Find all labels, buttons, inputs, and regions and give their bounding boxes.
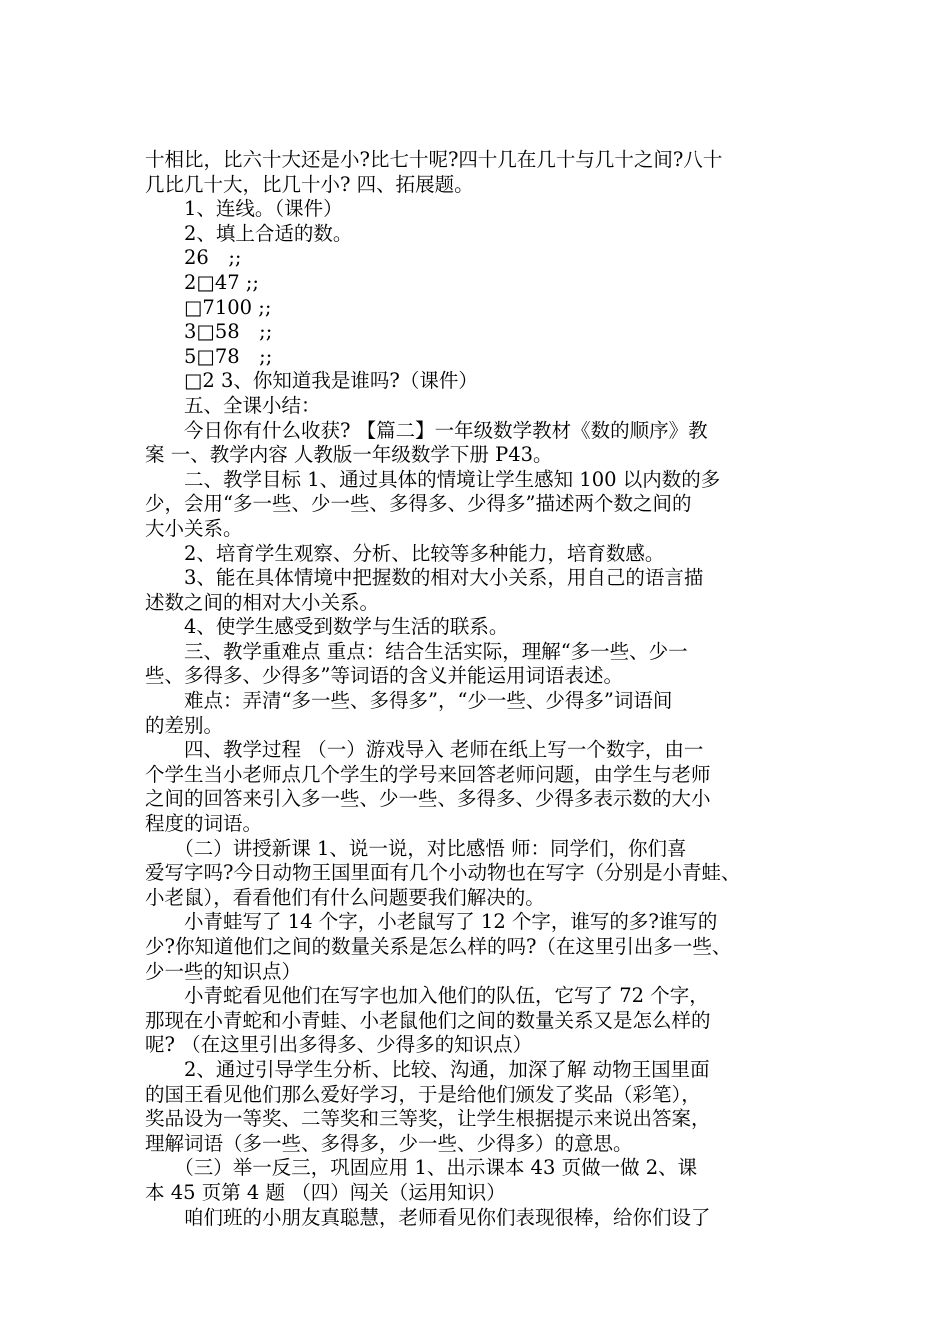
text-line: 小青蛇看见他们在写字也加入他们的队伍，它写了 72 个字， [145,984,709,1008]
text-line: 四、教学过程 （一）游戏导入 老师在纸上写一个数字，由一 [145,738,704,762]
text-line: 今日你有什么收获? 【篇二】一年级数学教材《数的顺序》教 [145,418,708,442]
text-line: 案 一、教学内容 人教版一年级数学下册 P43。 [145,443,553,467]
text-line: 4、使学生感受到数学与生活的联系。 [145,615,509,639]
text-line: □7100 ;; [145,295,272,319]
text-line: 2、通过引导学生分析、比较、沟通，加深了解 动物王国里面 [145,1057,710,1081]
text-line: 理解词语（多一些、多得多，少一些、少得多）的意思。 [145,1131,633,1155]
text-line: 少?你知道他们之间的数量关系是怎么样的吗?（在这里引出多一些、 [145,935,732,958]
text-line: 的国王看见他们那么爱好学习，于是给他们颁发了奖品（彩笔）， [145,1082,701,1106]
text-line: 小老鼠），看看他们有什么问题要我们解决的。 [145,885,545,909]
text-line: 2□47 ;; [145,270,259,294]
text-line: 26 ;; [145,246,242,270]
text-line: 3□58 ;; [145,320,273,344]
text-line: 难点：弄清“多一些、多得多”，“少一些、少得多”词语间 [145,689,673,713]
text-line: 本 45 页第 4 题 （四）闯关（运用知识） [145,1180,506,1204]
text-line: 那现在小青蛇和小青蛙、小老鼠他们之间的数量关系又是怎么样的 [145,1008,711,1032]
text-line: 十相比，比六十大还是小?比七十呢?四十几在几十与几十之间?八十 [145,148,723,171]
text-line: 少一些的知识点） [145,959,302,983]
text-line: 3、能在具体情境中把握数的相对大小关系，用自己的语言描 [145,566,704,590]
text-line: 三、教学重难点 重点：结合生活实际，理解“多一些、少一 [145,639,688,663]
text-line: （三）举一反三，巩固应用 1、出示课本 43 页做一做 2、课 [145,1156,698,1180]
document-page [145,148,813,1230]
text-line: 2、填上合适的数。 [145,221,353,245]
text-line: 1、连线。（课件） [145,197,343,221]
text-line: 五、全课小结： [145,393,321,417]
text-line: （二）讲授新课 1、说一说，对比感悟 师：同学们，你们喜 [145,836,687,860]
text-line: □2 3、你知道我是谁吗?（课件） [145,369,478,393]
text-line: 小青蛙写了 14 个字，小老鼠写了 12 个字，谁写的多?谁写的 [145,910,718,934]
text-line: 奖品设为一等奖、二等奖和三等奖，让学生根据提示来说出答案， [145,1107,711,1131]
text-line: 几比几十大，比几十小? 四、拓展题。 [145,172,474,196]
text-line: 5□78 ;; [145,344,273,368]
text-line: 爱写字吗?今日动物王国里面有几个小动物也在写字（分别是小青蛙、 [145,861,741,885]
text-line: 的差别。 [145,713,224,737]
text-line: 大小关系。 [145,516,243,540]
text-line: 呢? （在这里引出多得多、少得多的知识点） [145,1033,533,1057]
text-line: 述数之间的相对大小关系。 [145,590,380,614]
text-line: 些、多得多、少得多”等词语的含义并能运用词语表述。 [145,664,623,688]
text-line: 个学生当小老师点几个学生的学号来回答老师问题，由学生与老师 [145,762,711,786]
text-line: 之间的回答来引入多一些、少一些、多得多、少得多表示数的大小 [145,787,711,811]
text-line: 二、教学目标 1、通过具体的情境让学生感知 100 以内数的多 [145,467,721,491]
text-line: 少，会用“多一些、少一些、多得多、少得多”描述两个数之间的 [145,492,692,516]
text-line: 2、培育学生观察、分析、比较等多种能力，培育数感。 [145,541,665,565]
text-line: 咱们班的小朋友真聪慧，老师看见你们表现很棒，给你们设了 [145,1205,711,1229]
text-line: 程度的词语。 [145,812,263,836]
